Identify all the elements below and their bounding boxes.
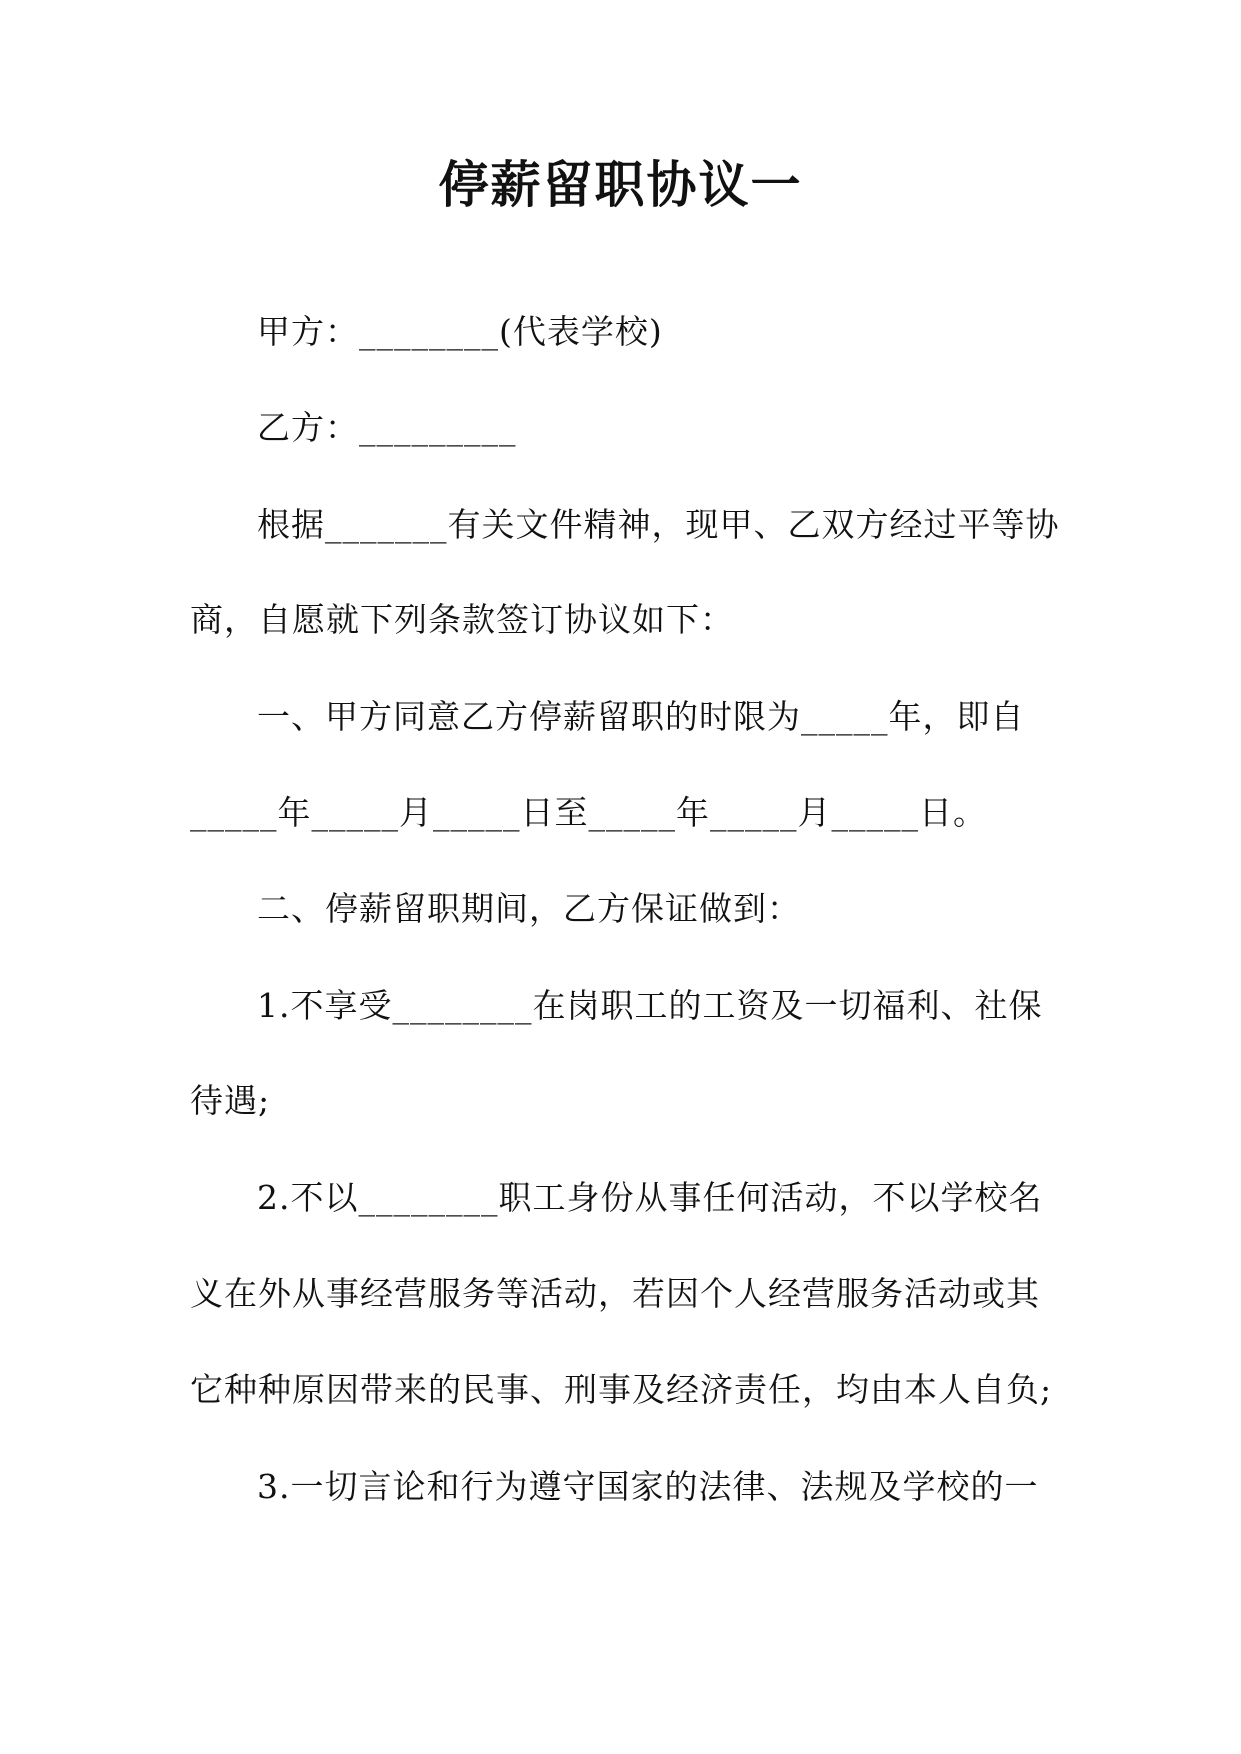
item-1-line-1: 1.不享受________在岗职工的工资及一切福利、社保 xyxy=(257,986,1043,1025)
item-2-line-1: 2.不以________职工身份从事任何活动，不以学校名 xyxy=(257,1178,1043,1217)
intro-line-2: 商，自愿就下列条款签订协议如下： xyxy=(190,600,734,639)
item-2-line-2: 义在外从事经营服务等活动，若因个人经营服务活动或其 xyxy=(190,1274,1040,1313)
item-2-line-3: 它种种原因带来的民事、刑事及经济责任，均由本人自负; xyxy=(190,1370,1053,1409)
clause-one-line-1: 一、甲方同意乙方停薪留职的时限为_____年，即自 xyxy=(257,697,1025,736)
party-b-line: 乙方：_________ xyxy=(257,408,517,447)
party-a-line: 甲方：________(代表学校) xyxy=(257,312,663,351)
clause-two-heading: 二、停薪留职期间，乙方保证做到： xyxy=(257,889,801,928)
item-3-line-1: 3.一切言论和行为遵守国家的法律、法规及学校的一 xyxy=(257,1467,1039,1506)
item-1-line-2: 待遇; xyxy=(190,1081,271,1120)
intro-line-1: 根据_______有关文件精神，现甲、乙双方经过平等协 xyxy=(257,505,1060,544)
document-title: 停薪留职协议一 xyxy=(438,155,803,214)
clause-one-line-2: _____年_____月_____日至_____年_____月_____日。 xyxy=(190,793,987,832)
